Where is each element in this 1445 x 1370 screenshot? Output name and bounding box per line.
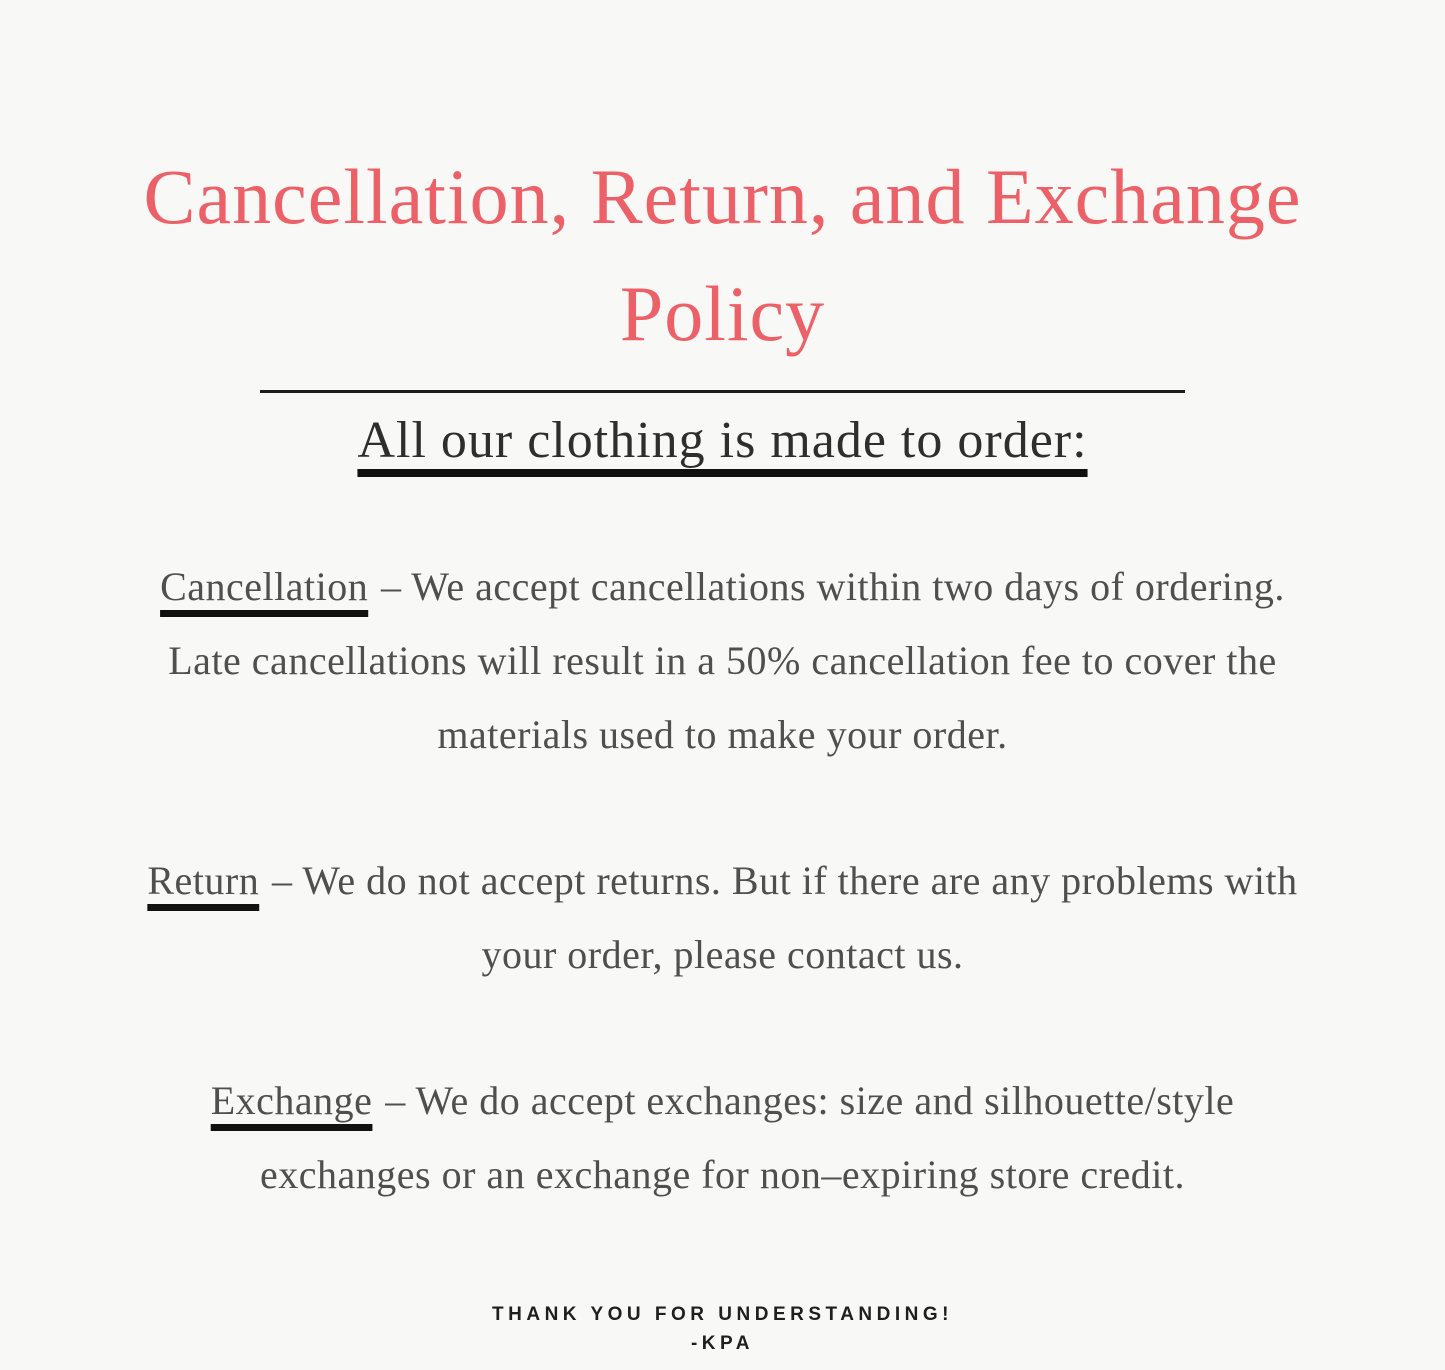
policy-paragraph-exchange <box>143 1064 1303 1212</box>
made-to-order-heading: All our clothing is made to order: <box>357 412 1088 469</box>
page-title: Cancellation, Return, and Exchange Policy <box>143 153 1302 357</box>
footer <box>0 1304 1445 1355</box>
exchange-policy-text: – We do accept exchanges: size and silhouette/style exchanges or an exchange for non–expiring store credit. <box>260 1078 1235 1197</box>
policy-paragraph-return <box>143 844 1303 992</box>
footer-thanks-text: THANK YOU FOR UNDERSTANDING! <box>492 1304 953 1325</box>
term-return: Return <box>147 858 260 903</box>
policy-paragraph-cancellation <box>143 550 1303 772</box>
cancellation-policy-text: – We accept cancellations within two days of ordering. Late cancellations will result in a 50% cancellation fee to cover the materials used to make your order. <box>168 564 1285 757</box>
title-divider <box>260 390 1185 393</box>
return-policy-text: – We do not accept returns. But if there are any problems with your order, please contact us. <box>272 858 1298 977</box>
term-exchange: Exchange <box>210 1078 373 1123</box>
term-cancellation: Cancellation <box>160 564 369 609</box>
footer-signature: -KPA <box>690 1333 755 1354</box>
